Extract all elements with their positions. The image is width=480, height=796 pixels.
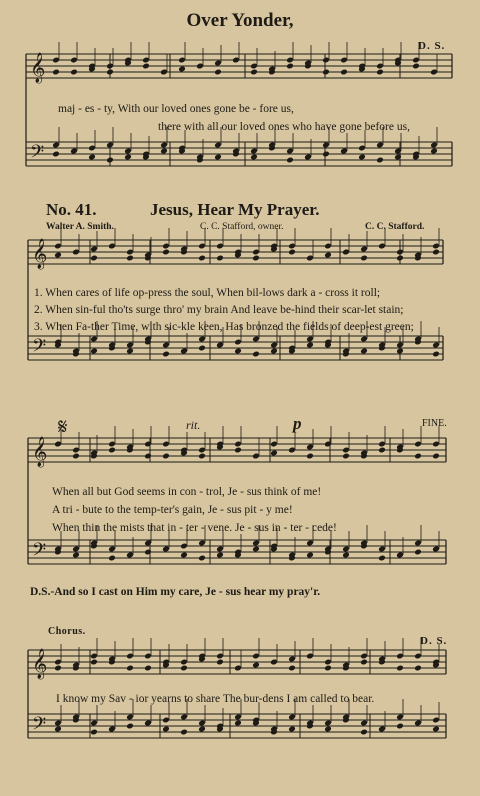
- treble-clef-icon: 𝄞: [30, 53, 46, 83]
- note-head: [52, 151, 60, 158]
- note-head: [162, 726, 170, 733]
- verse-line: When all but God seems in con - trol, Je - sus think of me!: [52, 486, 322, 498]
- note-head: [324, 665, 332, 672]
- note-head: [160, 148, 168, 155]
- note-head: [162, 453, 170, 460]
- note-head: [324, 252, 332, 259]
- note-head: [288, 726, 296, 733]
- verse-line: 3. When Fa-ther Time, with sic-kle keen, Has bronzed the fields of deep-est green;: [34, 321, 414, 333]
- note-head: [288, 665, 296, 672]
- treble-clef-icon: 𝄞: [32, 437, 48, 467]
- note-head: [396, 723, 404, 730]
- note-head: [142, 63, 150, 70]
- note-head: [322, 151, 330, 158]
- note-head: [252, 662, 260, 669]
- note-head: [178, 66, 186, 73]
- note-head: [234, 447, 242, 454]
- fine-marking: FINE.: [422, 418, 447, 429]
- ds-label-top: D. S.: [418, 40, 446, 52]
- bass-clef-icon: 𝄢: [32, 336, 47, 361]
- section-title: Over Yonder,: [186, 10, 294, 31]
- note-head: [306, 552, 314, 559]
- note-head: [72, 453, 80, 460]
- note-head: [198, 345, 206, 352]
- note-head: [414, 665, 422, 672]
- lyricist-credit: Walter A. Smith.: [46, 222, 114, 232]
- note-head: [144, 665, 152, 672]
- note-head: [234, 348, 242, 355]
- verse-line: When thin the mists that in - ter - vene. Je - sus in - ter - cede!: [52, 522, 337, 534]
- note-head: [396, 255, 404, 262]
- note-head: [252, 546, 260, 553]
- note-head: [358, 154, 366, 161]
- note-head: [216, 659, 224, 666]
- note-head: [288, 249, 296, 256]
- segno-sign: 𝄋: [58, 414, 68, 439]
- note-head: [286, 63, 294, 70]
- note-head: [252, 255, 260, 262]
- note-head: [126, 723, 134, 730]
- note-head: [360, 659, 368, 666]
- note-head: [340, 69, 348, 76]
- note-head: [342, 552, 350, 559]
- note-head: [180, 729, 188, 736]
- note-head: [180, 665, 188, 672]
- note-head: [72, 552, 80, 559]
- note-head: [52, 69, 60, 76]
- note-head: [394, 154, 402, 161]
- note-head: [162, 249, 170, 256]
- note-head: [306, 453, 314, 460]
- lyric-line: maj - es - ty, With our loved ones gone be - fore us,: [58, 103, 294, 115]
- bass-clef-icon: 𝄢: [32, 540, 47, 565]
- note-head: [432, 726, 440, 733]
- note-head: [430, 148, 438, 155]
- note-head: [252, 351, 260, 358]
- note-head: [412, 63, 420, 70]
- note-head: [322, 69, 330, 76]
- note-head: [108, 447, 116, 454]
- note-head: [162, 351, 170, 358]
- note-head: [126, 255, 134, 262]
- note-head: [198, 255, 206, 262]
- note-head: [306, 342, 314, 349]
- chorus-label: Chorus.: [48, 626, 86, 637]
- note-head: [90, 348, 98, 355]
- note-head: [286, 157, 294, 164]
- bass-clef-icon: 𝄢: [30, 142, 45, 167]
- note-head: [414, 549, 422, 556]
- note-head: [432, 351, 440, 358]
- note-head: [360, 255, 368, 262]
- note-head: [214, 69, 222, 76]
- note-head: [216, 552, 224, 559]
- note-head: [360, 348, 368, 355]
- note-head: [342, 453, 350, 460]
- note-head: [432, 249, 440, 256]
- hymn-number: No. 41.: [46, 200, 97, 219]
- note-head: [54, 665, 62, 672]
- note-head: [250, 154, 258, 161]
- verse-line: A tri - bute to the temp-ter's gain, Je - sus pit - y me!: [52, 504, 293, 516]
- note-head: [396, 348, 404, 355]
- owner-credit: C. C. Stafford, owner.: [200, 222, 284, 232]
- note-head: [126, 348, 134, 355]
- note-head: [144, 453, 152, 460]
- note-head: [432, 453, 440, 460]
- ds-refrain-line: D.S.-And so I cast on Him my care, Je - sus hear my pray'r.: [30, 586, 321, 598]
- note-head: [88, 154, 96, 161]
- note-head: [106, 69, 114, 76]
- note-head: [90, 255, 98, 262]
- note-head: [126, 665, 134, 672]
- lyric-line: there with all our loved ones who have gone before us,: [158, 121, 410, 133]
- note-head: [396, 665, 404, 672]
- note-head: [70, 69, 78, 76]
- treble-clef-icon: 𝄞: [32, 649, 48, 679]
- note-head: [180, 552, 188, 559]
- note-head: [214, 154, 222, 161]
- rit-marking: rit.: [186, 418, 201, 432]
- note-head: [414, 453, 422, 460]
- note-head: [144, 549, 152, 556]
- note-head: [216, 255, 224, 262]
- note-head: [324, 726, 332, 733]
- note-head: [198, 453, 206, 460]
- note-head: [378, 555, 386, 562]
- composer-credit: C. C. Stafford.: [365, 222, 425, 232]
- note-head: [106, 157, 114, 164]
- bass-clef-icon: 𝄢: [32, 714, 47, 739]
- note-head: [198, 555, 206, 562]
- note-head: [90, 659, 98, 666]
- chorus-lyric: I know my Sav - ior yearns to share The bur-dens I am called to bear.: [56, 693, 375, 705]
- note-head: [270, 348, 278, 355]
- note-head: [54, 252, 62, 259]
- note-head: [54, 726, 62, 733]
- note-head: [90, 729, 98, 736]
- note-head: [124, 154, 132, 161]
- note-head: [234, 720, 242, 727]
- verse-line: 1. When cares of life op-press the soul, When bil-lows dark a - cross it roll;: [34, 287, 381, 299]
- note-head: [250, 69, 258, 76]
- verse-line: 2. When sin-ful tho'ts surge thro' my brain And leave be-hind their scar-let stain;: [34, 304, 404, 316]
- note-head: [378, 447, 386, 454]
- ds-label-chorus: D. S.: [420, 635, 448, 647]
- note-head: [376, 69, 384, 76]
- note-head: [198, 726, 206, 733]
- treble-clef-icon: 𝄞: [32, 239, 48, 269]
- note-head: [376, 157, 384, 164]
- note-head: [360, 729, 368, 736]
- note-head: [270, 450, 278, 457]
- note-head: [108, 555, 116, 562]
- hymn-title: Jesus, Hear My Prayer.: [150, 200, 320, 219]
- dynamic-marking: p: [293, 414, 302, 433]
